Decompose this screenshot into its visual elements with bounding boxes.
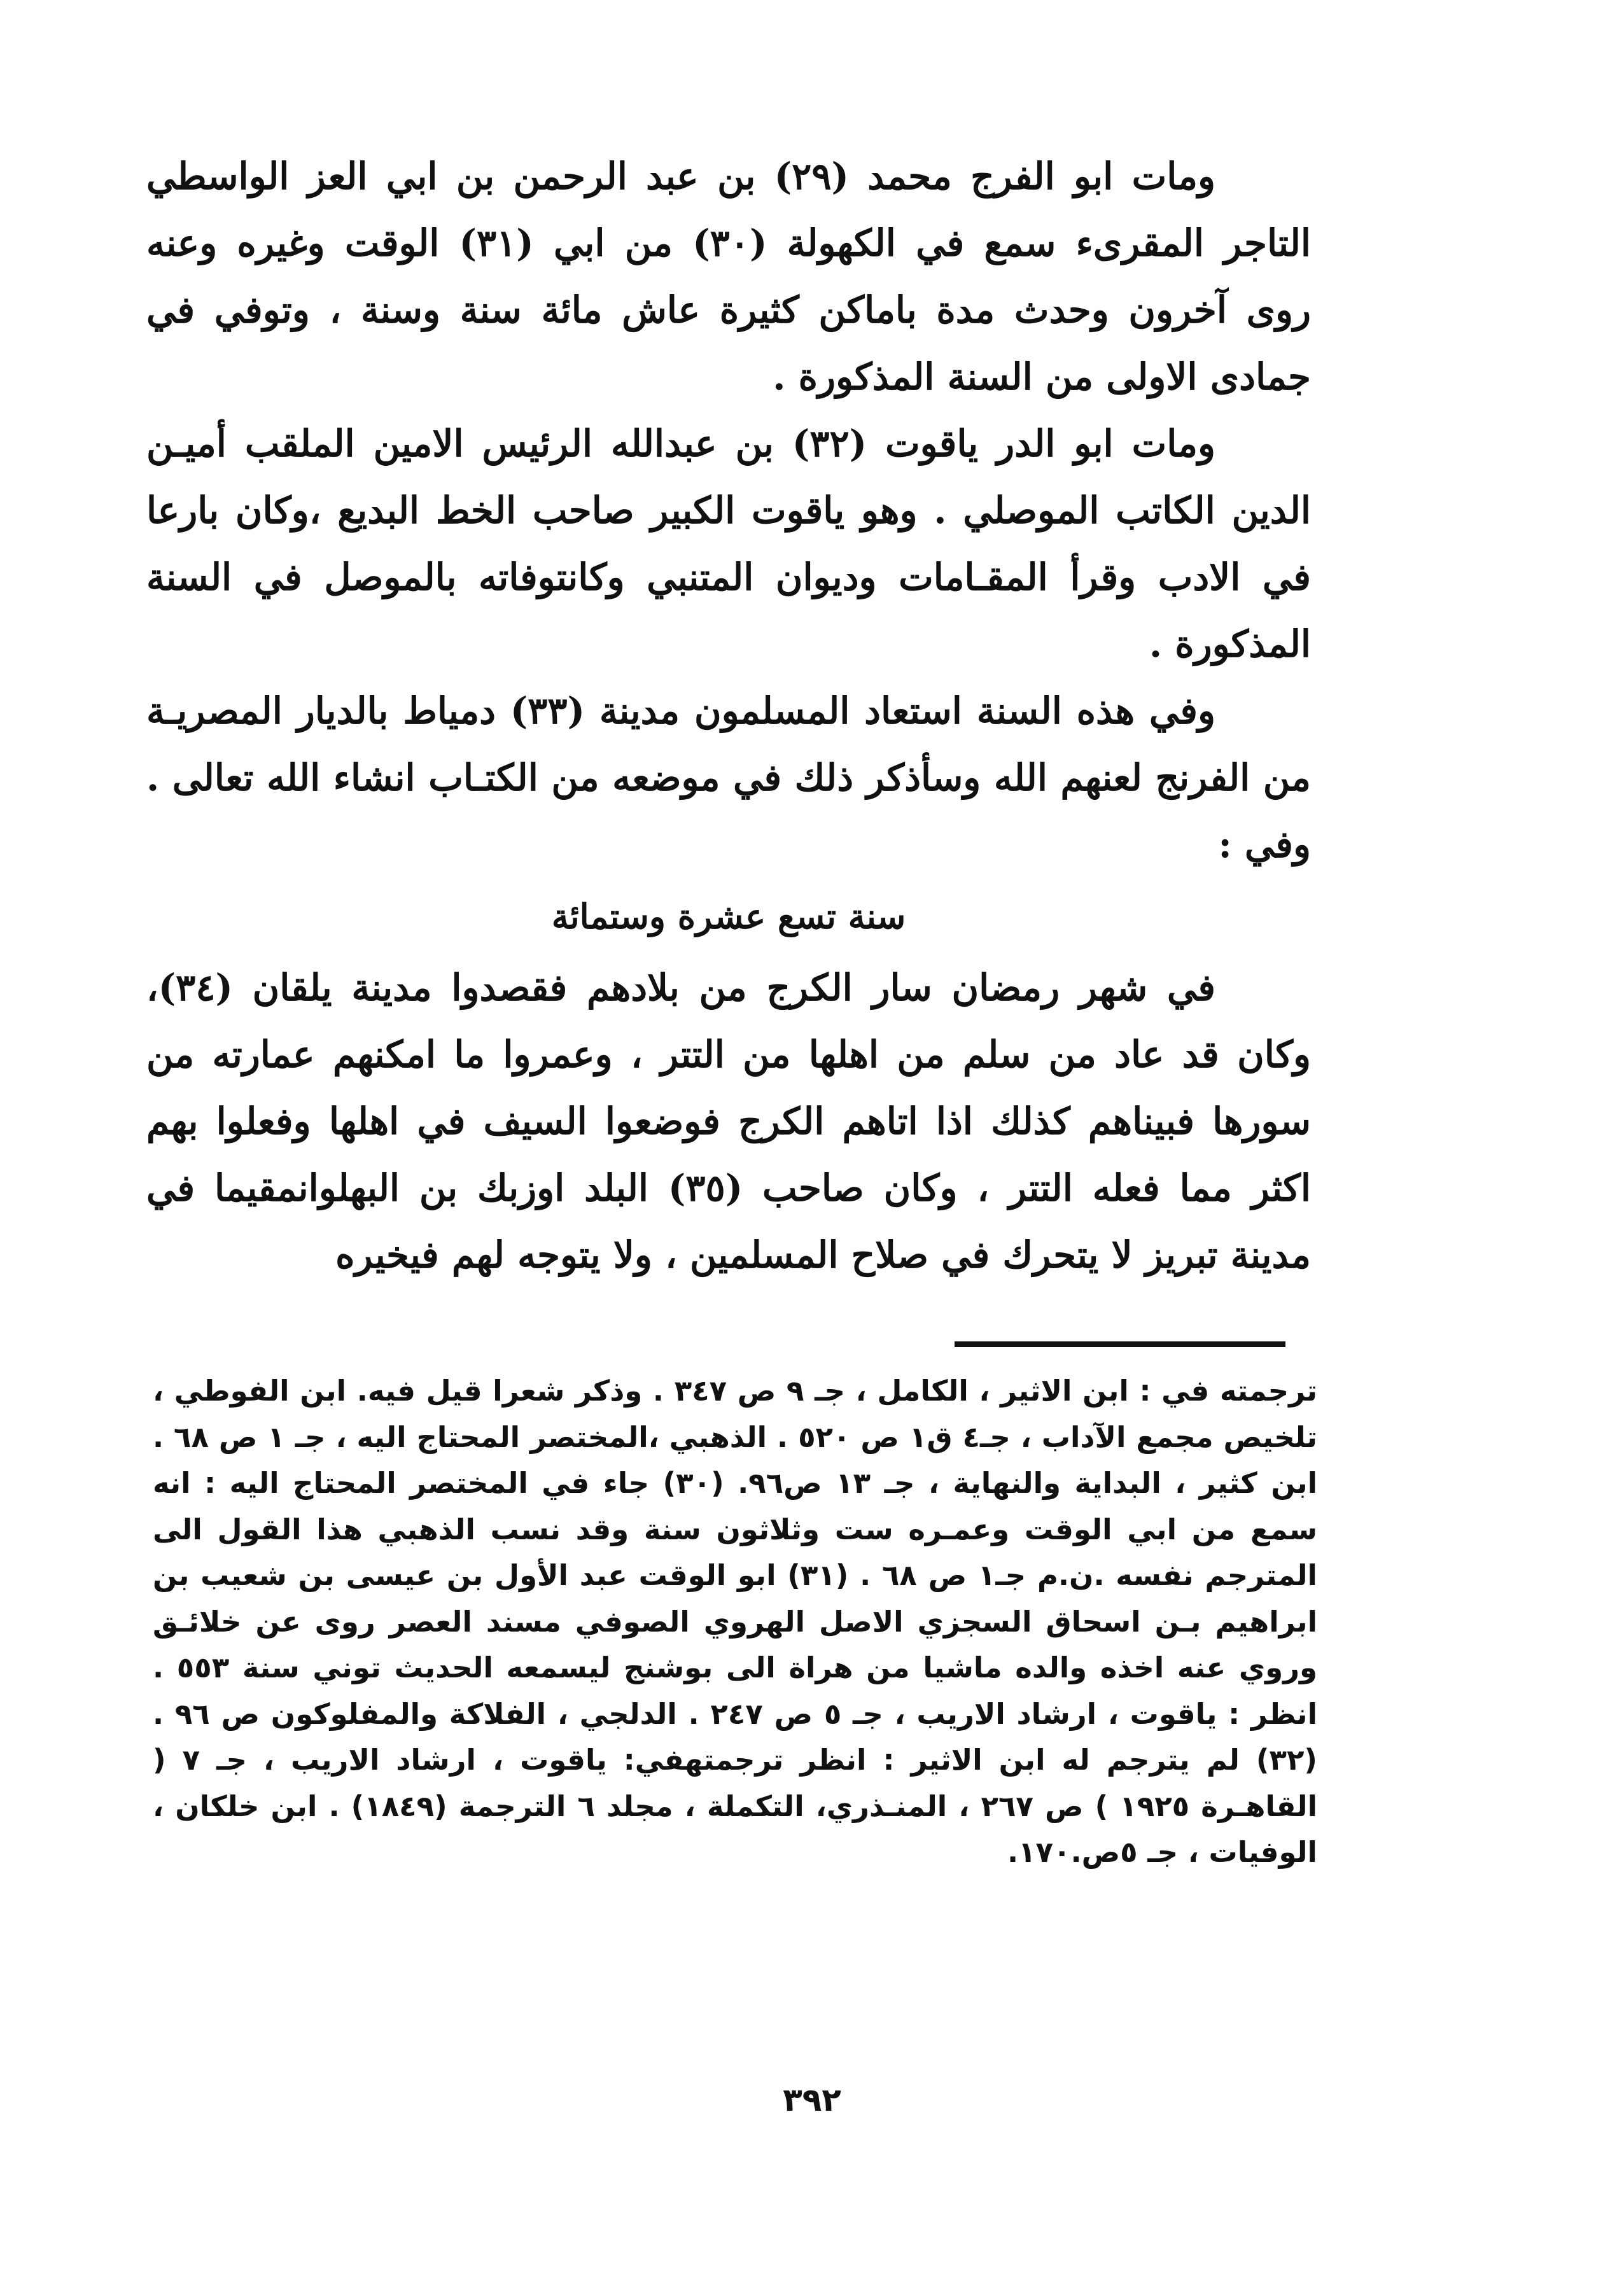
main-text-block	[146, 143, 1311, 1289]
footnotes-block	[153, 1368, 1317, 1876]
paragraph-abu-al-durr: ومات ابو الدر ياقوت (٣٢) بن عبدالله الرئيس الامين الملقب أميـن الدين الكاتب الموصلي . وهو ياقوت الكبير صاحب الخط البديع ،وكان بارعا في الادب وقرأ المقـامات وديوان المتنبي وكانتوفاته بالموصل في السنة المذكورة .	[146, 422, 1311, 666]
footnote-separator	[955, 1341, 1285, 1347]
paragraph-damietta: وفي هذه السنة استعاد المسلمون مدينة (٣٣) دمياط بالديار المصريـة من الفرنج لعنهم الله وسأذكر ذلك في موضعه من الكتـاب انشاء الله تعالى . وفي :	[146, 689, 1311, 866]
section-heading: سنة تسع عشرة وستمائة	[551, 896, 906, 937]
footnotes-text: ترجمته في : ابن الاثير ، الكامل ، جـ ٩ ص ٣٤٧ . وذكر شعرا قيل فيه. ابن الفوطي ، تلخيص مجمع الآداب ، جـ٤ ق١ ص ٥٢٠ . الذهبي ،المختصر المحتاج اليه ، جـ ١ ص ٦٨ . ابن كثير ، البداية والنهاية ، جـ ١٣ ص٩٦. (٣٠) جاء في المختصر المحتاج اليه : انه سمع من ابي الوقت وعمـره ست وثلاثون سنة وقد نسب الذهبي هذا القول الى المترجم نفسه .ن.م جـ١ ص ٦٨ . (٣١) ابو الوقت عبد الأول بن عيسى بن شعيب بن ابراهيم بـن اسحاق السجزي الاصل الهروي الصوفي مسند العصر روى عن خلائـق وروي عنه اخذه والده ماشيا من هراة الى بوشنج ليسمعه الحديث توني سنة ٥٥٣ . انظر : ياقوت ، ارشاد الاريب ، جـ ٥ ص ٢٤٧ . الدلجي ، الفلاكة والمفلوكون ص ٩٦ . (٣٢) لم يترجم له ابن الاثير : انظر ترجمتهفي: ياقوت ، ارشاد الاريب ، جـ ٧ ( القاهـرة ١٩٢٥ ) ص ٢٦٧ ، المنـذري، التكملة ، مجلد ٦ الترجمة (١٨٤٩) . ابن خلكان ، الوفيات ، جـ ٥ص.١٧٠.	[153, 1374, 1318, 1869]
page-number: ٣٩٢	[783, 2081, 841, 2118]
paragraph-abu-al-faraj: ومات ابو الفرج محمد (٢٩) بن عبد الرحمن بن ابي العز الواسطي التاجر المقرىء سمع في الكهولة (٣٠) من ابي (٣١) الوقت وغيره وعنه روى آخرون وحدث مدة باماكن كثيرة عاش مائة سنة وسنة ، وتوفي في جمادى الاولى من السنة المذكورة .	[146, 155, 1311, 398]
paragraph-georgians: في شهر رمضان سار الكرج من بلادهم فقصدوا مدينة يلقان (٣٤)، وكان قد عاد من سلم من اهلها من التتر ، وعمروا ما امكنهم عمارته من سورها فبيناهم كذلك اذا اتاهم الكرج فوضعوا السيف في اهلها وفعلوا بهم اكثر مما فعله التتر ، وكان صاحب (٣٥) البلد اوزبك بن البهلوانمقيما في مدينة تبريز لا يتحرك في صلاح المسلمين ، ولا يتوجه لهم فيخيره	[146, 966, 1311, 1276]
